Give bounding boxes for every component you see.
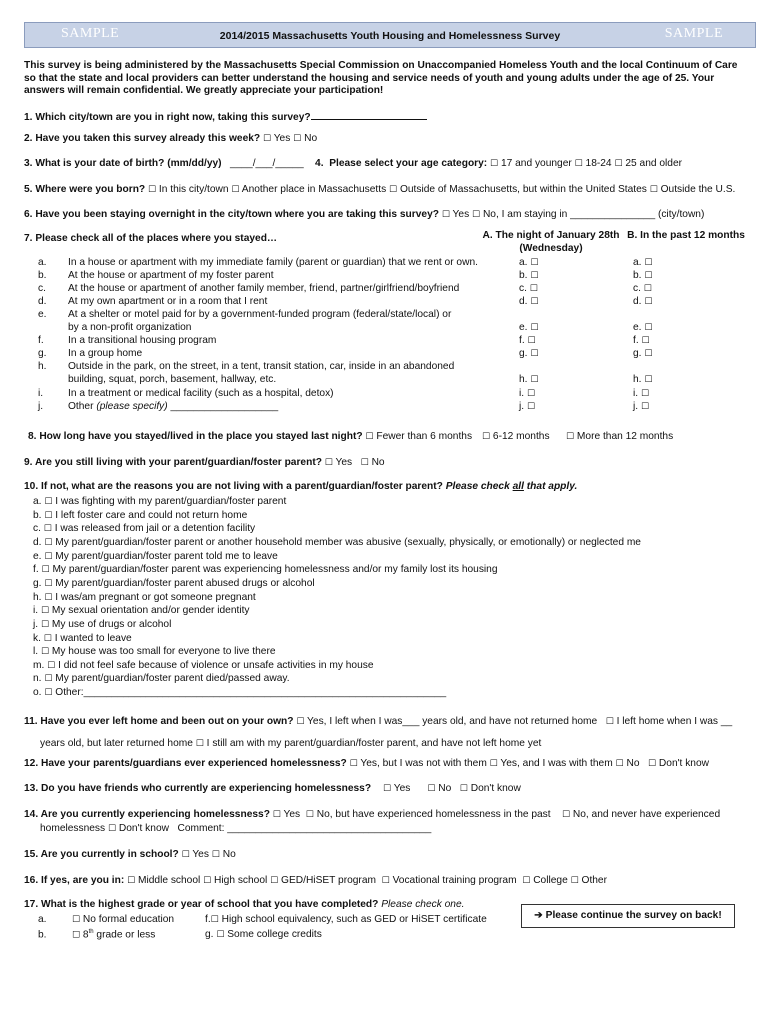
checkbox[interactable]: ☐ (40, 619, 50, 630)
q7-col-a-checkbox[interactable]: i. ☐ (519, 387, 536, 399)
q8-option-6-12: ☐ 6-12 months (482, 431, 550, 442)
q7-column-a-header: A. The night of January 28th (Wednesday) (482, 230, 620, 254)
q10-option: c. ☐ I was released from jail or a detention facility (33, 523, 256, 535)
checkbox[interactable]: ☐ (44, 537, 53, 548)
q10-option: e. ☐ My parent/guardian/foster parent told me to leave (33, 550, 278, 562)
checkbox[interactable]: ☐ (210, 915, 219, 925)
checkbox[interactable]: ☐ (324, 458, 333, 468)
q10-option: d. ☐ My parent/guardian/foster parent or another household member was abusive (sexually, physically, or emotionally) or neglected me (33, 536, 641, 548)
q7-col-a-checkbox[interactable]: d. ☐ (519, 296, 539, 308)
q7-item-text: At a shelter or motel paid for by a government-funded program (federal/state/local) or (68, 309, 452, 321)
q7-col-b-checkbox[interactable]: d. ☐ (633, 296, 653, 308)
question-11-line-2: years old, but later returned home ☐ I still am with my parent/guardian/foster parent, and have not left home yet (40, 738, 542, 749)
checkbox[interactable]: ☐ (127, 876, 136, 886)
survey-title: 2014/2015 Massachusetts Youth Housing and Homelessness Survey (219, 30, 561, 42)
checkbox[interactable]: ☐ (305, 810, 314, 820)
q7-col-a-checkbox[interactable]: g. ☐ (519, 348, 539, 360)
question-16: 16. If yes, are you in: ☐ Middle school ☐ High school ☐ GED/HiSET program ☐ Vocational training program ☐ College ☐ Other (24, 875, 607, 886)
checkbox[interactable]: ☐ (459, 784, 468, 794)
q7-item-text: In a transitional housing program (68, 335, 217, 347)
checkbox[interactable]: ☐ (270, 876, 279, 886)
checkbox[interactable]: ☐ (231, 185, 240, 195)
q7-column-b-header: B. In the past 12 months (627, 230, 745, 241)
q17-option-g: g. ☐ Some college credits (205, 929, 322, 940)
checkbox[interactable]: ☐ (648, 759, 657, 769)
q13-options: ☐ Yes ☐ No ☐ Don't know (383, 783, 521, 794)
checkbox[interactable]: ☐ (107, 824, 117, 834)
q7-item-letter: g. (38, 348, 47, 360)
q10-option: n. ☐ My parent/guardian/foster parent died/passed away. (33, 673, 290, 685)
q17-option-a: a. ☐ No formal education (38, 914, 175, 925)
q17-option-b: b. ☐ 8th grade or less (38, 929, 156, 941)
checkbox[interactable]: ☐ (566, 432, 575, 442)
checkbox[interactable]: ☐ (615, 759, 624, 769)
q10-option: g. ☐ My parent/guardian/foster parent abused drugs or alcohol (33, 577, 315, 589)
question-10: 10. If not, what are the reasons you are not living with a parent/guardian/foster parent? Please check all that apply. (24, 481, 578, 492)
checkbox[interactable]: ☐ (44, 551, 53, 562)
checkbox[interactable]: ☐ (43, 633, 52, 644)
q7-col-a-checkbox[interactable]: c. ☐ (519, 283, 538, 295)
q7-item-text: Other (please specify) ___________________ (68, 400, 279, 412)
q10-option: m. ☐ I did not feel safe because of violence or unsafe activities in my house (33, 659, 374, 671)
q7-item-text: At my own apartment or in a room that I rent (68, 296, 268, 308)
question-6: 6. Have you been staying overnight in the city/town where you are taking this survey? ☐ Yes ☐ No, I am staying in _______________ (city/town) (24, 209, 705, 220)
checkbox[interactable]: ☐ (561, 810, 571, 820)
checkbox[interactable]: ☐ (216, 930, 225, 940)
q7-col-a-checkbox[interactable]: e. ☐ (519, 322, 539, 334)
q10-option: o. ☐ Other:________________________________________________________________ (33, 687, 447, 699)
q10-option: j. ☐ My use of drugs or alcohol (33, 618, 172, 630)
checkbox[interactable]: ☐ (490, 159, 499, 169)
checkbox[interactable]: ☐ (211, 850, 220, 860)
question-15: 15. Are you currently in school? ☐ Yes ☐ No (24, 849, 236, 860)
q7-item-letter: i. (38, 387, 44, 399)
q7-col-b-checkbox[interactable]: h. ☐ (633, 374, 653, 386)
checkbox[interactable]: ☐ (71, 930, 81, 941)
q7-col-b-checkbox[interactable]: g. ☐ (633, 348, 653, 360)
question-2: 2. Have you taken this survey already this week? ☐ Yes ☐ No (24, 133, 318, 144)
header-band (24, 22, 756, 48)
checkbox[interactable]: ☐ (44, 592, 53, 603)
checkbox[interactable]: ☐ (649, 185, 658, 195)
q7-item-text: by a non-profit organization (68, 322, 192, 334)
question-7: 7. Please check all of the places where you stayed… (24, 233, 278, 244)
checkbox[interactable]: ☐ (383, 784, 392, 794)
q7-item-letter: j. (38, 400, 44, 412)
q7-col-b-checkbox[interactable]: f. ☐ (633, 335, 650, 347)
q7-col-b-checkbox[interactable]: b. ☐ (633, 270, 653, 282)
question-14-line-2: homelessness ☐ Don't know Comment: ____________________________________ (40, 823, 432, 834)
checkbox[interactable]: ☐ (44, 688, 53, 699)
q7-col-a-checkbox[interactable]: f. ☐ (519, 335, 536, 347)
checkbox[interactable]: ☐ (296, 717, 305, 727)
checkbox[interactable]: ☐ (47, 660, 56, 671)
question-11: 11. Have you ever left home and been out on your own? ☐ Yes, I left when I was___ years old, and have not returned home ☐ I left home when I was __ (24, 716, 733, 727)
question-13: 13. Do you have friends who currently are experiencing homelessness? (24, 783, 372, 794)
sample-watermark-right: SAMPLE (664, 26, 723, 41)
q10-option: h. ☐ I was/am pregnant or got someone pregnant (33, 591, 256, 603)
q7-col-a-checkbox[interactable]: h. ☐ (519, 374, 539, 386)
q7-item-letter: c. (38, 283, 46, 295)
checkbox[interactable]: ☐ (203, 876, 212, 886)
checkbox[interactable]: ☐ (44, 510, 53, 521)
checkbox[interactable]: ☐ (262, 134, 272, 144)
continue-on-back-box: ➔ Please continue the survey on back! (521, 904, 735, 928)
checkbox[interactable]: ☐ (605, 717, 614, 727)
q10-option: b. ☐ I left foster care and could not return home (33, 509, 248, 521)
q10-option: a. ☐ I was fighting with my parent/guardian/foster parent (33, 496, 287, 507)
question-17: 17. What is the highest grade or year of school that you have completed? Please check one. (24, 899, 465, 910)
q7-col-a-checkbox[interactable]: a. ☐ (519, 257, 539, 268)
q7-col-b-checkbox[interactable]: j. ☐ (633, 400, 650, 412)
checkbox[interactable]: ☐ (40, 647, 50, 658)
q10-option: i. ☐ My sexual orientation and/or gender identity (33, 605, 250, 617)
q10-option: k. ☐ I wanted to leave (33, 632, 132, 644)
q7-col-b-checkbox[interactable]: i. ☐ (633, 387, 650, 399)
question-3-4: 3. What is your date of birth? (mm/dd/yy) ____/___/_____ 4. Please select your age category: ☐ 17 and younger ☐ 18-24 ☐ 25 and older (24, 158, 683, 169)
q7-col-b-checkbox[interactable]: c. ☐ (633, 283, 652, 295)
question-14: 14. Are you currently experiencing homelessness? ☐ Yes ☐ No, but have experienced homelessness in the past ☐ No, and never have experienced (24, 809, 721, 820)
checkbox[interactable]: ☐ (293, 134, 302, 144)
checkbox[interactable]: ☐ (43, 524, 52, 535)
sample-watermark-left: SAMPLE (61, 26, 120, 41)
checkbox[interactable]: ☐ (272, 810, 281, 820)
checkbox[interactable]: ☐ (44, 497, 53, 507)
checkbox[interactable]: ☐ (570, 876, 579, 886)
checkbox[interactable]: ☐ (181, 850, 190, 860)
arrow-right-icon: ➔ (534, 910, 543, 921)
q7-item-letter: a. (38, 257, 47, 268)
checkbox[interactable]: ☐ (349, 759, 358, 769)
q7-item-text: At the house or apartment of another family member, friend, partner/girlfriend/boyfriend (68, 283, 460, 295)
checkbox[interactable]: ☐ (41, 565, 50, 576)
q7-item-letter: e. (38, 309, 47, 321)
q7-item-letter: b. (38, 270, 47, 282)
q7-col-a-checkbox[interactable]: b. ☐ (519, 270, 539, 282)
checkbox[interactable]: ☐ (574, 159, 583, 169)
checkbox[interactable]: ☐ (489, 759, 498, 769)
q7-col-a-checkbox[interactable]: j. ☐ (519, 400, 536, 412)
checkbox[interactable]: ☐ (441, 210, 450, 220)
q7-item-letter: h. (38, 361, 47, 373)
q7-item-text: In a group home (68, 348, 143, 360)
checkbox[interactable]: ☐ (389, 185, 398, 195)
question-1: 1. Which city/town are you in right now, taking this survey? (24, 110, 427, 123)
checkbox[interactable]: ☐ (522, 876, 531, 886)
q7-col-b-checkbox[interactable]: a. ☐ (633, 257, 653, 268)
question-12: 12. Have your parents/guardians ever experienced homelessness? ☐ Yes, but I was not with them ☐ Yes, and I was with them ☐ No ☐ Don't know (24, 758, 709, 769)
checkbox[interactable]: ☐ (482, 432, 491, 442)
q8-option-12plus: ☐ More than 12 months (566, 431, 674, 442)
checkbox[interactable]: ☐ (360, 458, 369, 468)
comment-field[interactable]: Comment: ____________________________________ (177, 823, 432, 834)
q17-option-f: f.☐ High school equivalency, such as GED or HiSET certificate (205, 914, 487, 925)
q7-item-text: building, squat, porch, basement, hallway, etc. (68, 374, 277, 386)
checkbox[interactable]: ☐ (472, 210, 481, 220)
q7-item-text: At the house or apartment of my foster parent (68, 270, 274, 282)
checkbox[interactable]: ☐ (44, 674, 53, 685)
question-8: 8. How long have you stayed/lived in the place you stayed last night? ☐ Fewer than 6 months (28, 431, 473, 442)
checkbox[interactable]: ☐ (148, 185, 157, 195)
checkbox[interactable]: ☐ (614, 159, 623, 169)
q7-col-b-checkbox[interactable]: e. ☐ (633, 322, 653, 334)
q7-item-letter: f. (38, 335, 44, 347)
checkbox[interactable]: ☐ (365, 432, 374, 442)
q7-item-text: In a treatment or medical facility (such as a hospital, detox) (68, 387, 334, 399)
question-9: 9. Are you still living with your parent/guardian/foster parent? ☐ Yes ☐ No (24, 457, 385, 468)
checkbox[interactable]: ☐ (381, 876, 390, 886)
checkbox[interactable]: ☐ (71, 915, 81, 925)
checkbox[interactable]: ☐ (44, 578, 53, 589)
question-5: 5. Where were you born? ☐ In this city/town ☐ Another place in Massachusetts ☐ Outside of Massachusetts, but within the United States ☐ Outside the U.S. (24, 184, 736, 195)
q10-option: l. ☐ My house was too small for everyone to live there (33, 646, 276, 658)
checkbox[interactable]: ☐ (427, 784, 436, 794)
q7-item-text: Outside in the park, on the street, in a tent, transit station, car, inside in an abandoned (68, 361, 455, 373)
city-blank[interactable] (311, 110, 427, 120)
dob-field[interactable]: ____/___/_____ (230, 158, 304, 169)
q10-option: f. ☐ My parent/guardian/foster parent was experiencing homelessness and/or my family lost its housing (33, 564, 498, 576)
q7-item-text: In a house or apartment with my immediate family (parent or guardian) that we rent or own. (68, 257, 478, 268)
checkbox[interactable]: ☐ (195, 739, 204, 749)
intro-paragraph: This survey is being administered by the Massachusetts Special Commission on Unaccompanied Homeless Youth and the local Continuum of Care so that the state and local providers can better understand the housing and service needs of youth and young adults under the age of 25. Your answers will remain confidential. We greatly appreciate your participation! (24, 60, 738, 96)
checkbox[interactable]: ☐ (40, 606, 50, 617)
q7-item-letter: d. (38, 296, 47, 308)
